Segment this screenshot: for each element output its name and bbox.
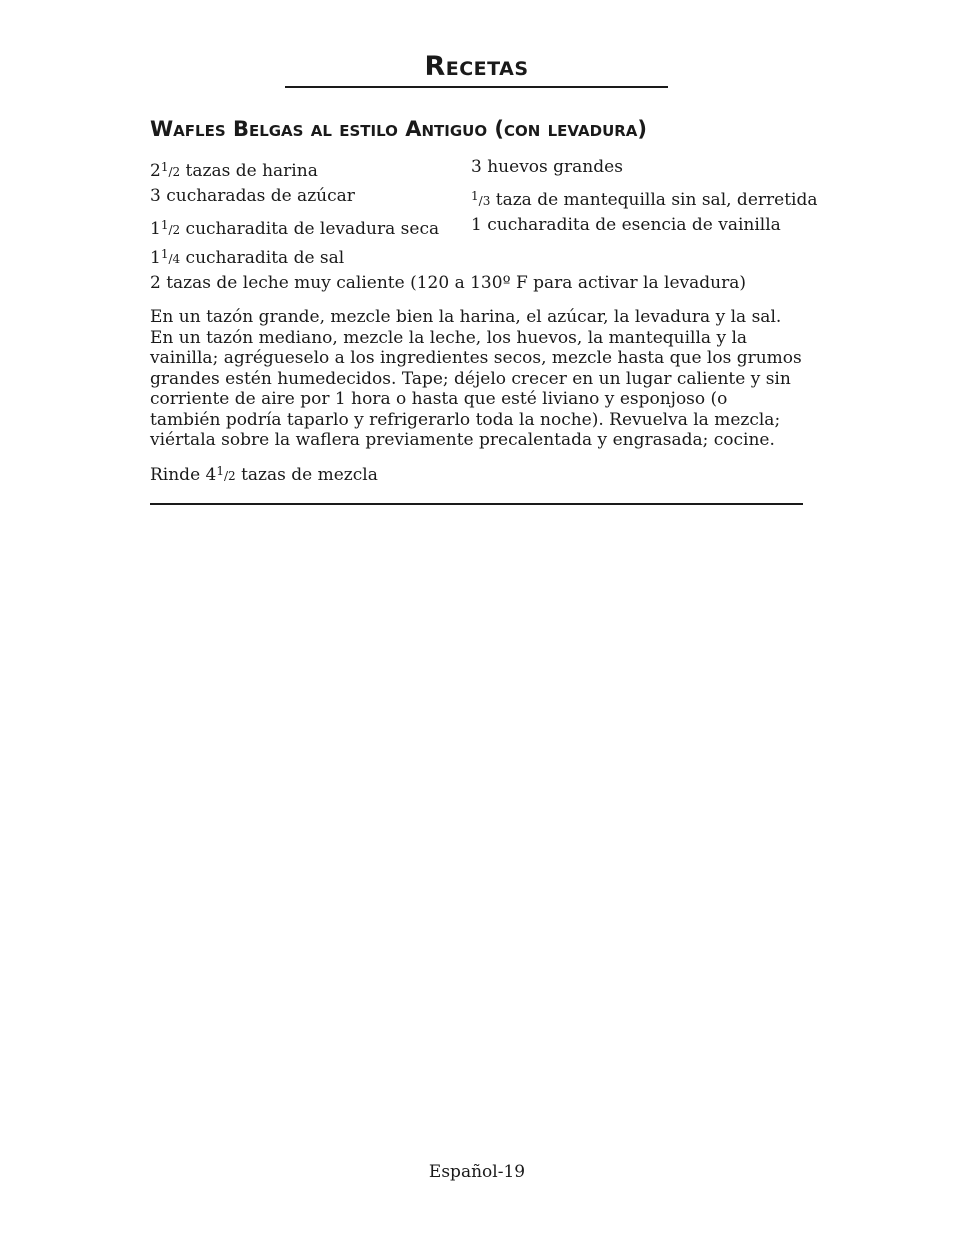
section-divider — [150, 503, 803, 505]
milk-ingredient: 2 tazas de leche muy caliente (120 a 130º F para activar la levadura) — [150, 273, 746, 293]
ingredient-item — [150, 240, 439, 269]
ingredient-fraction: $^1$/4 — [160, 247, 181, 266]
ingredient-text: cucharadas de azúcar — [160, 186, 355, 206]
yield-fraction: $^1$/2 — [216, 463, 236, 483]
ingredient-text: cucharadita de levadura seca — [180, 219, 440, 239]
ingredient-text: tazas de harina — [180, 161, 318, 181]
page-header — [285, 48, 668, 88]
ingredient-list — [150, 153, 818, 269]
recipe-yield — [150, 457, 803, 491]
ingredient-item — [150, 211, 439, 240]
yield-prefix: Rinde 4 — [150, 464, 217, 485]
recipe-title: Wafles Belgas al estilo Antiguo (con levadura) — [150, 117, 647, 141]
ingredient-quantity: 3 — [150, 186, 161, 206]
ingredient-text: huevos grandes — [481, 157, 623, 177]
ingredient-item — [471, 153, 817, 182]
ingredient-item — [471, 211, 817, 240]
ingredient-fraction: $^1$/2 — [160, 160, 181, 179]
ingredient-text: cucharadita de esencia de vainilla — [481, 215, 781, 235]
ingredient-fraction: $^1$/3 — [471, 189, 491, 208]
ingredient-item — [471, 182, 817, 211]
ingredient-quantity: 3 — [471, 157, 482, 177]
ingredient-text: taza de mantequilla sin sal, derretida — [490, 190, 818, 210]
ingredient-text: cucharadita de sal — [180, 248, 345, 268]
ingredient-quantity: 1 — [150, 219, 161, 239]
ingredient-column-right — [471, 153, 817, 240]
ingredient-item — [150, 182, 439, 211]
ingredient-quantity: 1 — [150, 248, 161, 268]
ingredient-quantity: 1 — [471, 215, 482, 235]
ingredient-quantity: 2 — [150, 161, 161, 181]
recipe-instructions: En un tazón grande, mezcle bien la harina, el azúcar, la levadura y la sal. En un tazón mediano, mezcle la leche, los huevos, la mantequilla y la vainilla; agrégueselo a los ingredientes secos, mezcle hasta que los grumos grandes estén humedecidos. Tape; déjelo crecer en un lugar caliente y sin corriente de aire por 1 hora o hasta que esté liviano y esponjoso (o también podría taparlo y refrigerarlo toda la noche). Revuelva la mezcla; viértala sobre la waflera previamente precalentada y engrasada; cocine. — [150, 307, 802, 450]
page-number: Español-19 — [428, 1162, 526, 1182]
recipe — [150, 113, 818, 491]
page-title: Recetas — [424, 51, 529, 82]
ingredient-column-left — [150, 153, 439, 269]
yield-suffix: tazas de mezcla — [235, 464, 378, 485]
ingredient-fraction: $^1$/2 — [160, 218, 181, 237]
ingredient-item — [150, 153, 439, 182]
